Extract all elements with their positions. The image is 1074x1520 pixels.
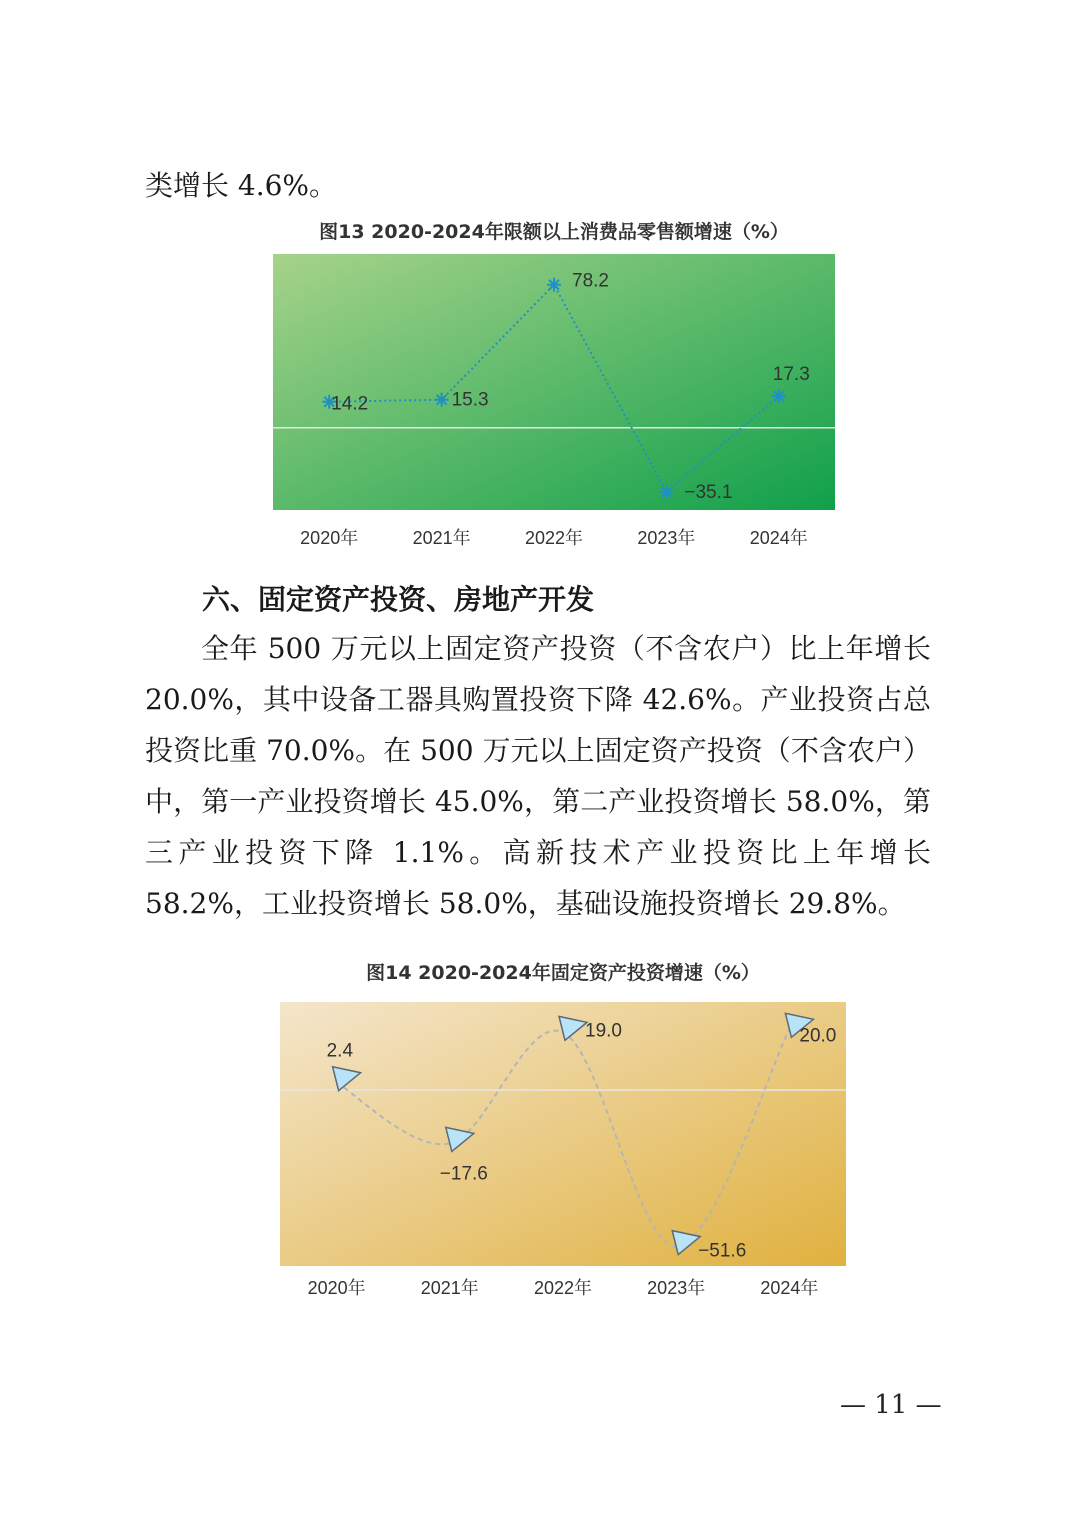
plot-background xyxy=(273,254,835,510)
x-tick-label: 2020年 xyxy=(300,528,359,548)
x-tick-label: 2024年 xyxy=(749,528,808,548)
figure-13-title: 图13 2020-2024年限额以上消费品零售额增速（%） xyxy=(319,221,789,243)
x-tick-label: 2021年 xyxy=(412,528,471,548)
data-label: 19.0 xyxy=(585,1020,622,1042)
data-label: 17.3 xyxy=(772,364,810,386)
figure-14-title: 图14 2020-2024年固定资产投资增速（%） xyxy=(366,962,760,984)
data-label: −17.6 xyxy=(439,1163,488,1185)
page-number: — 11 — xyxy=(840,1390,942,1420)
figure-14-chart xyxy=(280,1002,846,1307)
section-heading: 六、固定资产投资、房地产开发 xyxy=(202,583,595,616)
x-tick-label: 2022年 xyxy=(524,528,584,548)
data-label: 2.4 xyxy=(326,1040,354,1062)
x-tick-label: 2024年 xyxy=(760,1278,819,1298)
x-tick-label: 2020年 xyxy=(307,1278,366,1298)
plot-background xyxy=(280,1002,846,1266)
data-label: −35.1 xyxy=(684,481,733,503)
data-label: −51.6 xyxy=(698,1240,747,1262)
data-point xyxy=(772,389,786,403)
data-point xyxy=(435,393,449,407)
x-tick-label: 2022年 xyxy=(533,1278,593,1298)
intro-line: 类增长 4.6%。 xyxy=(145,169,338,202)
body-paragraph: 全年 500 万元以上固定资产投资（不含农户）比上年增长 20.0%，其中设备工器具购置投资下降 42.6%。产业投资占总投资比重 70.0%。在 500 万元以上固定资产投资（不含农户）中，第一产业投资增长 45.0%，第二产业投资增长 58.0%，第三产业投资下降 1.1%。高新技术产业投资比上年增长 58.2%，工业投资增长 58.0%，基础设施投资增长 29.8%。 xyxy=(145,632,931,920)
x-tick-label: 2023年 xyxy=(637,528,696,548)
data-label: 14.2 xyxy=(331,393,369,415)
x-tick-label: 2021年 xyxy=(420,1278,479,1298)
data-point xyxy=(547,278,561,292)
data-point xyxy=(659,485,673,499)
x-tick-label: 2023年 xyxy=(647,1278,706,1298)
data-label: 20.0 xyxy=(799,1025,837,1047)
figure-13-chart xyxy=(273,254,835,554)
data-label: 78.2 xyxy=(572,270,609,292)
data-label: 15.3 xyxy=(451,389,489,411)
